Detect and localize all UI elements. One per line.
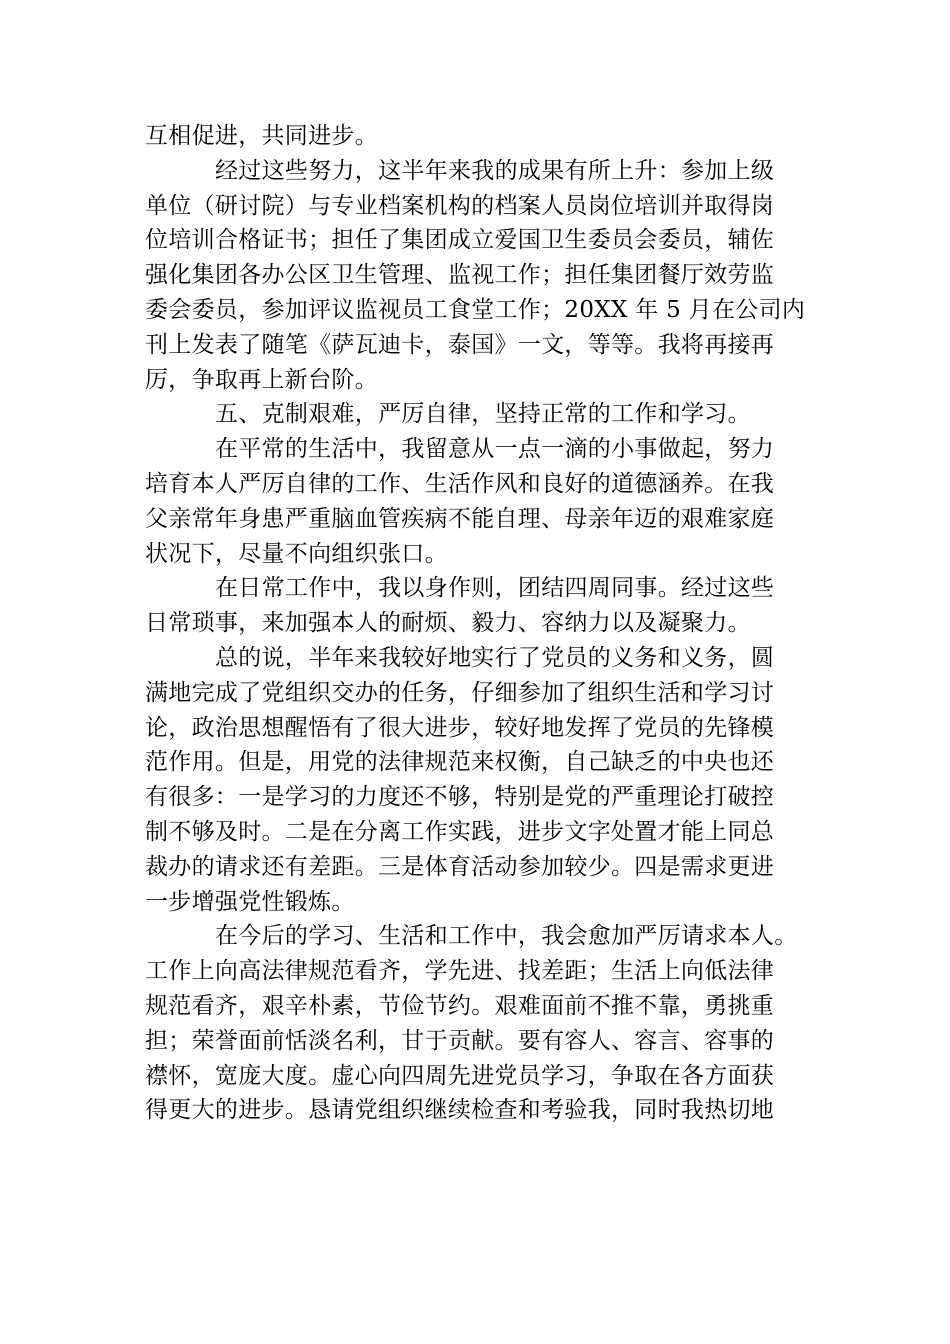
text-line: 五、克制艰难，严厉自律，坚持正常的工作和学习。 — [215, 401, 751, 428]
text-line: 担；荣誉面前恬淡名利，甘于贡献。要有容人、容言、容事的 — [145, 1027, 775, 1054]
text-line: 培育本人严厉自律的工作、生活作风和良好的道德涵养。在我 — [145, 470, 775, 497]
text-line: 互相促进，共同进步。 — [145, 123, 378, 149]
text-line: 委会委员，参加评议监视员工食堂工作；20XX 年 5 月在公司内 — [145, 296, 806, 323]
text-line: 论，政治思想醒悟有了很大进步，较好地发挥了党员的先锋模 — [145, 714, 775, 741]
text-line: 在今后的学习、生活和工作中，我会愈加严厉请求本人。 — [215, 923, 798, 950]
text-line: 父亲常年身患严重脑血管疾病不能自理、母亲年迈的艰难家庭 — [145, 505, 775, 532]
text-line: 满地完成了党组织交办的任务，仔细参加了组织生活和学习讨 — [145, 679, 775, 706]
text-line: 襟怀，宽庞大度。虚心向四周先进党员学习，争取在各方面获 — [145, 1062, 775, 1089]
text-line: 制不够及时。二是在分离工作实践，进步文字处置才能上同总 — [145, 818, 775, 845]
text-line: 刊上发表了随笔《萨瓦迪卡，泰国》一文，等等。我将再接再 — [145, 331, 775, 358]
text-line: 日常琐事，来加强本人的耐烦、毅力、容纳力以及凝聚力。 — [145, 610, 751, 637]
text-line: 得更大的进步。恳请党组织继续检查和考验我，同时我热切地 — [145, 1097, 775, 1124]
text-line: 有很多：一是学习的力度还不够，特别是党的严重理论打破控 — [145, 784, 775, 811]
text-line: 一步增强党性锻炼。 — [145, 888, 355, 915]
document-page — [145, 119, 805, 1128]
text-line: 强化集团各办公区卫生管理、监视工作；担任集团餐厅效劳监 — [145, 262, 775, 289]
text-line: 规范看齐，艰辛朴素，节俭节约。艰难面前不推不靠，勇挑重 — [145, 992, 775, 1019]
text-line: 裁办的请求还有差距。三是体育活动参加较少。四是需求更进 — [145, 853, 775, 880]
text-line: 状况下，尽量不向组织张口。 — [145, 540, 448, 567]
text-line: 厉，争取再上新台阶。 — [145, 366, 378, 393]
text-line: 位培训合格证书；担任了集团成立爱国卫生委员会委员，辅佐 — [145, 227, 775, 254]
text-line: 范作用。但是，用党的法律规范来权衡，自己缺乏的中央也还 — [145, 749, 775, 776]
text-line: 单位（研讨院）与专业档案机构的档案人员岗位培训并取得岗 — [145, 192, 775, 219]
text-line: 总的说，半年来我较好地实行了党员的义务和义务，圆 — [215, 644, 775, 671]
text-line: 经过这些努力，这半年来我的成果有所上升：参加上级 — [215, 157, 775, 184]
document-body — [145, 119, 805, 1128]
text-line: 工作上向高法律规范看齐，学先进、找差距；生活上向低法律 — [145, 958, 775, 985]
text-line: 在日常工作中，我以身作则，团结四周同事。经过这些 — [215, 575, 775, 602]
text-line: 在平常的生活中，我留意从一点一滴的小事做起，努力 — [215, 436, 775, 463]
